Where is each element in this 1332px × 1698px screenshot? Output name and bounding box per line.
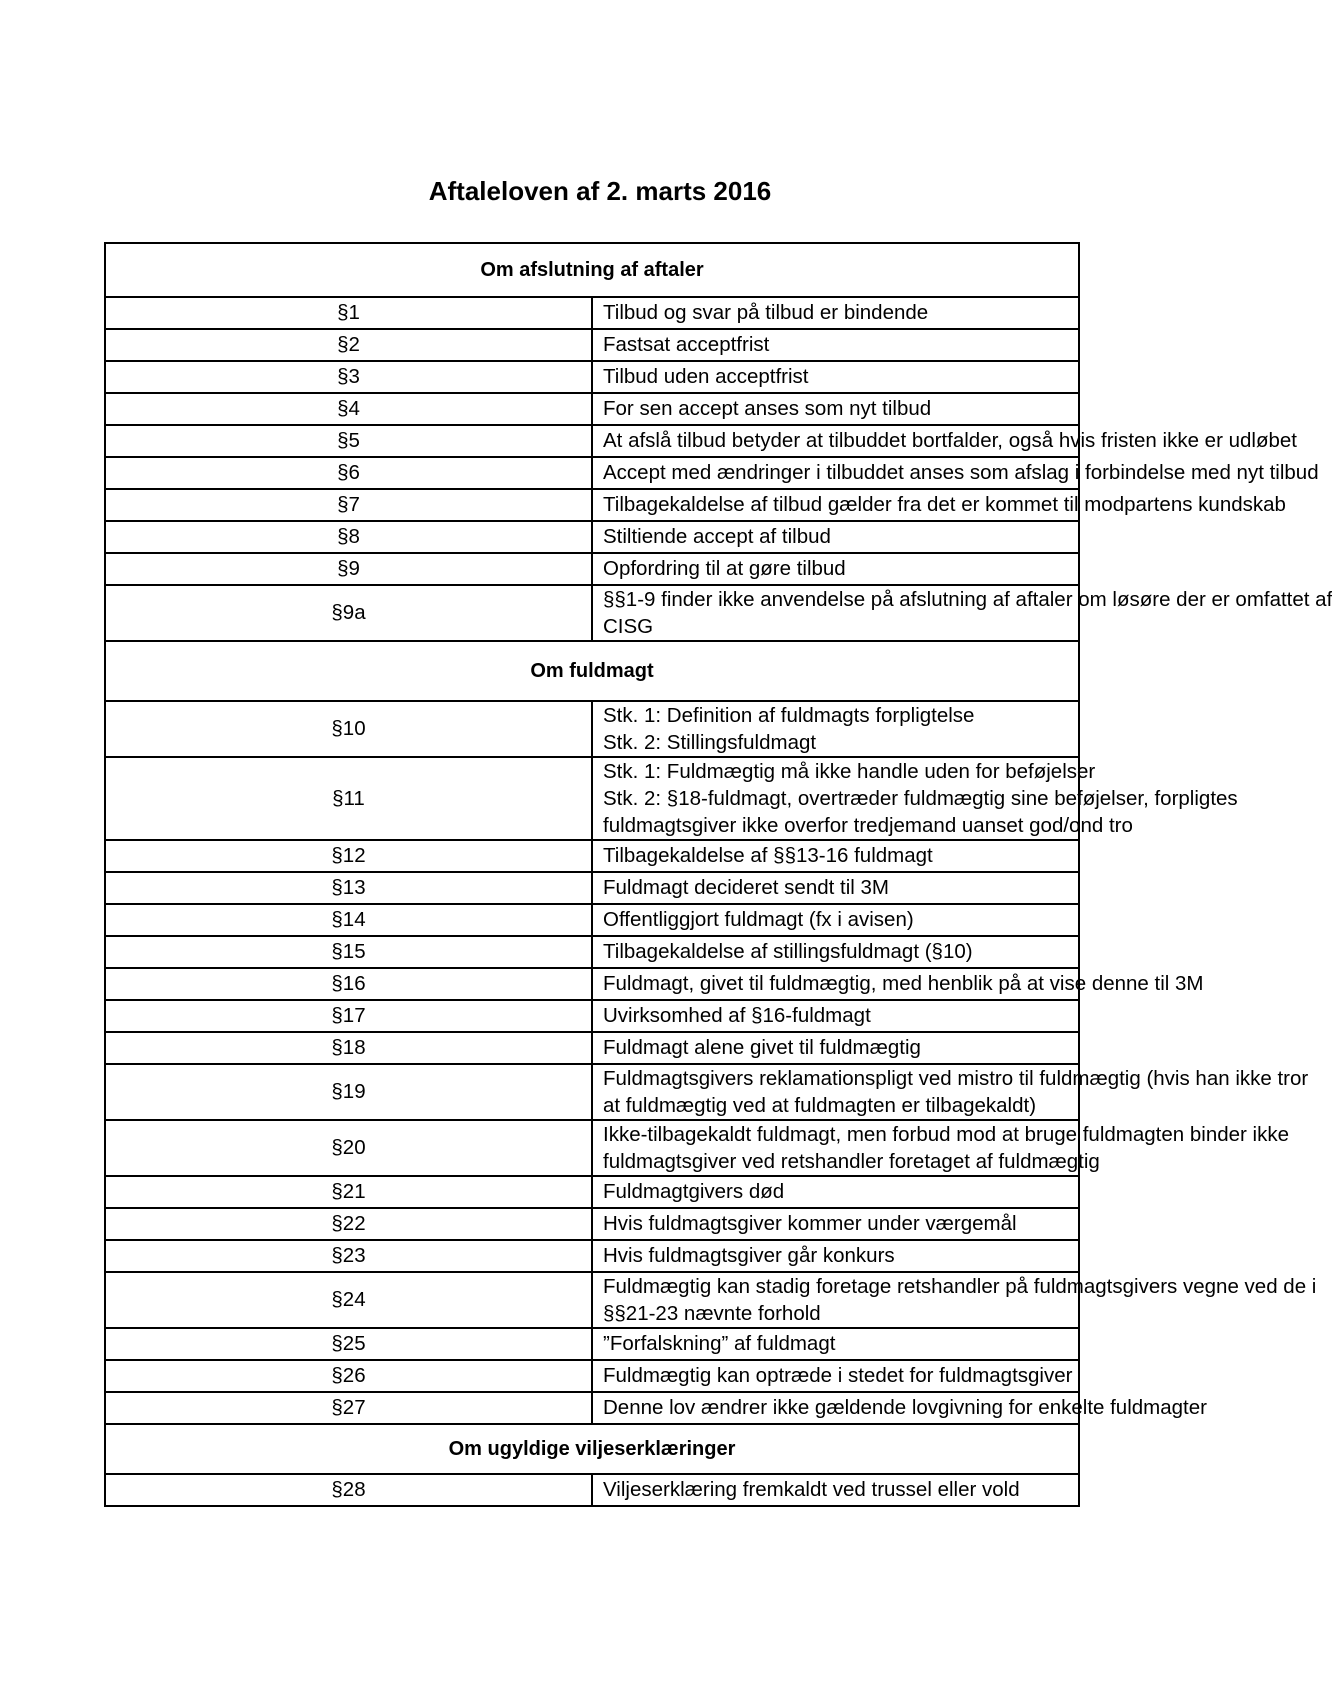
document-title: Aftaleloven af 2. marts 2016	[428, 176, 772, 206]
description-line: Fastsat acceptfrist	[603, 333, 770, 356]
section-description	[592, 457, 1319, 489]
table-row	[105, 872, 1079, 904]
table-row	[105, 361, 1079, 393]
section-description	[592, 489, 1286, 521]
description-line: Tilbud og svar på tilbud er bindende	[603, 301, 929, 324]
description-line: Stk. 1: Fuldmægtig må ikke handle uden for beføjelser	[603, 760, 1096, 783]
section-number: §1	[105, 297, 592, 329]
section-number: §16	[105, 968, 592, 1000]
section-description	[592, 361, 1079, 393]
section-number: §11	[105, 757, 592, 840]
description-line: Stk. 2: §18-fuldmagt, overtræder fuldmægtig sine beføjelser, forpligtes	[603, 787, 1238, 810]
section-description	[592, 757, 1238, 840]
description-line: Fuldmagt alene givet til fuldmægtig	[603, 1036, 921, 1059]
table-row	[105, 1328, 1079, 1360]
section-description	[592, 1000, 1079, 1032]
description-line: Fuldmægtig kan optræde i stedet for fuldmagtsgiver	[603, 1364, 1073, 1387]
section-number: §23	[105, 1240, 592, 1272]
description-line: CISG	[603, 615, 654, 638]
section-heading: Om ugyldige viljeserklæringer	[105, 1424, 1079, 1474]
section-number: §2	[105, 329, 592, 361]
section-description	[592, 1328, 1079, 1360]
table-row	[105, 1392, 1079, 1424]
section-description	[592, 1176, 1079, 1208]
section-description	[592, 585, 1332, 641]
section-description	[592, 425, 1297, 457]
table-row	[105, 1208, 1079, 1240]
table-row	[105, 553, 1079, 585]
description-line: ”Forfalskning” af fuldmagt	[603, 1332, 836, 1355]
law-table	[104, 242, 1332, 1507]
description-line: Fuldmagtsgivers reklamationspligt ved mistro til fuldmægtig (hvis han ikke tror	[603, 1067, 1309, 1090]
section-description	[592, 329, 1079, 361]
description-line: fuldmagtsgiver ikke overfor tredjemand uanset god/ond tro	[603, 814, 1133, 837]
description-line: Accept med ændringer i tilbuddet anses som afslag i forbindelse med nyt tilbud	[603, 461, 1319, 484]
section-number: §25	[105, 1328, 592, 1360]
description-line: Tilbagekaldelse af §§13-16 fuldmagt	[603, 844, 933, 867]
section-heading: Om fuldmagt	[105, 641, 1079, 701]
description-line: Tilbagekaldelse af tilbud gælder fra det er kommet til modpartens kundskab	[603, 493, 1286, 516]
section-description	[592, 872, 1079, 904]
table-row	[105, 1032, 1079, 1064]
description-line: Tilbagekaldelse af stillingsfuldmagt (§10)	[603, 940, 973, 963]
section-number: §18	[105, 1032, 592, 1064]
table-row	[105, 968, 1079, 1000]
description-line: At afslå tilbud betyder at tilbuddet bortfalder, også hvis fristen ikke er udløbet	[603, 429, 1297, 452]
section-description	[592, 1064, 1309, 1120]
section-description	[592, 553, 1079, 585]
section-description	[592, 1032, 1079, 1064]
table-row	[105, 1064, 1079, 1120]
description-line: §§1-9 finder ikke anvendelse på afslutning af aftaler om løsøre der er omfattet af	[603, 588, 1332, 611]
section-number: §20	[105, 1120, 592, 1176]
table-row	[105, 1272, 1079, 1328]
section-description	[592, 936, 1079, 968]
section-number: §9	[105, 553, 592, 585]
table-row	[105, 297, 1079, 329]
table-row	[105, 393, 1079, 425]
description-line: Ikke-tilbagekaldt fuldmagt, men forbud mod at bruge fuldmagten binder ikke	[603, 1123, 1289, 1146]
description-line: Hvis fuldmagtsgiver kommer under værgemål	[603, 1212, 1017, 1235]
section-number: §17	[105, 1000, 592, 1032]
description-line: Stk. 2: Stillingsfuldmagt	[603, 731, 817, 754]
section-number: §9a	[105, 585, 592, 641]
description-line: §§21-23 nævnte forhold	[603, 1302, 821, 1325]
description-line: Stk. 1: Definition af fuldmagts forpligtelse	[603, 704, 975, 727]
table-row	[105, 1000, 1079, 1032]
description-line: Denne lov ændrer ikke gældende lovgivning for enkelte fuldmagter	[603, 1396, 1207, 1419]
section-number: §24	[105, 1272, 592, 1328]
section-number: §12	[105, 840, 592, 872]
section-description	[592, 297, 1079, 329]
description-line: For sen accept anses som nyt tilbud	[603, 397, 932, 420]
description-line: Fuldmagt decideret sendt til 3M	[603, 876, 889, 899]
section-description	[592, 393, 1079, 425]
section-description	[592, 1272, 1317, 1328]
section-number: §7	[105, 489, 592, 521]
section-number: §3	[105, 361, 592, 393]
section-number: §10	[105, 701, 592, 757]
description-line: Uvirksomhed af §16-fuldmagt	[603, 1004, 871, 1027]
section-description	[592, 1392, 1207, 1424]
table-row	[105, 457, 1079, 489]
table-row	[105, 489, 1079, 521]
section-number: §13	[105, 872, 592, 904]
section-number: §8	[105, 521, 592, 553]
table-row	[105, 585, 1079, 641]
section-description	[592, 1208, 1079, 1240]
section-description	[592, 904, 1079, 936]
section-heading-row	[105, 243, 1079, 297]
section-description	[592, 701, 1079, 757]
description-line: at fuldmægtig ved at fuldmagten er tilbagekaldt)	[603, 1094, 1037, 1117]
table-row	[105, 757, 1079, 840]
table-row	[105, 936, 1079, 968]
section-description	[592, 1360, 1079, 1392]
description-line: Viljeserklæring fremkaldt ved trussel eller vold	[603, 1478, 1020, 1501]
section-number: §26	[105, 1360, 592, 1392]
description-line: Hvis fuldmagtsgiver går konkurs	[603, 1244, 895, 1267]
table-row	[105, 904, 1079, 936]
description-line: Opfordring til at gøre tilbud	[603, 557, 846, 580]
table-row	[105, 1176, 1079, 1208]
law-table-body	[105, 243, 1332, 1506]
section-description	[592, 968, 1204, 1000]
table-row	[105, 1474, 1079, 1506]
description-line: Fuldmægtig kan stadig foretage retshandler på fuldmagtsgivers vegne ved de i	[603, 1275, 1317, 1298]
description-line: Tilbud uden acceptfrist	[603, 365, 809, 388]
table-row	[105, 425, 1079, 457]
description-line: Stiltiende accept af tilbud	[603, 525, 831, 548]
table-row	[105, 1120, 1079, 1176]
section-number: §28	[105, 1474, 592, 1506]
description-line: fuldmagtsgiver ved retshandler foretaget af fuldmægtig	[603, 1150, 1100, 1173]
section-number: §21	[105, 1176, 592, 1208]
description-line: Offentliggjort fuldmagt (fx i avisen)	[603, 908, 914, 931]
table-row	[105, 840, 1079, 872]
section-heading-row	[105, 641, 1079, 701]
section-number: §15	[105, 936, 592, 968]
section-description	[592, 521, 1079, 553]
table-row	[105, 1360, 1079, 1392]
section-description	[592, 1120, 1289, 1176]
section-number: §6	[105, 457, 592, 489]
section-heading-row	[105, 1424, 1079, 1474]
section-number: §22	[105, 1208, 592, 1240]
table-row	[105, 701, 1079, 757]
section-description	[592, 840, 1079, 872]
section-number: §14	[105, 904, 592, 936]
description-line: Fuldmagtgivers død	[603, 1180, 785, 1203]
section-number: §4	[105, 393, 592, 425]
section-number: §5	[105, 425, 592, 457]
section-heading: Om afslutning af aftaler	[105, 243, 1079, 297]
section-number: §27	[105, 1392, 592, 1424]
section-description	[592, 1474, 1079, 1506]
table-row	[105, 1240, 1079, 1272]
section-description	[592, 1240, 1079, 1272]
table-row	[105, 329, 1079, 361]
table-row	[105, 521, 1079, 553]
section-number: §19	[105, 1064, 592, 1120]
description-line: Fuldmagt, givet til fuldmægtig, med henblik på at vise denne til 3M	[603, 972, 1204, 995]
